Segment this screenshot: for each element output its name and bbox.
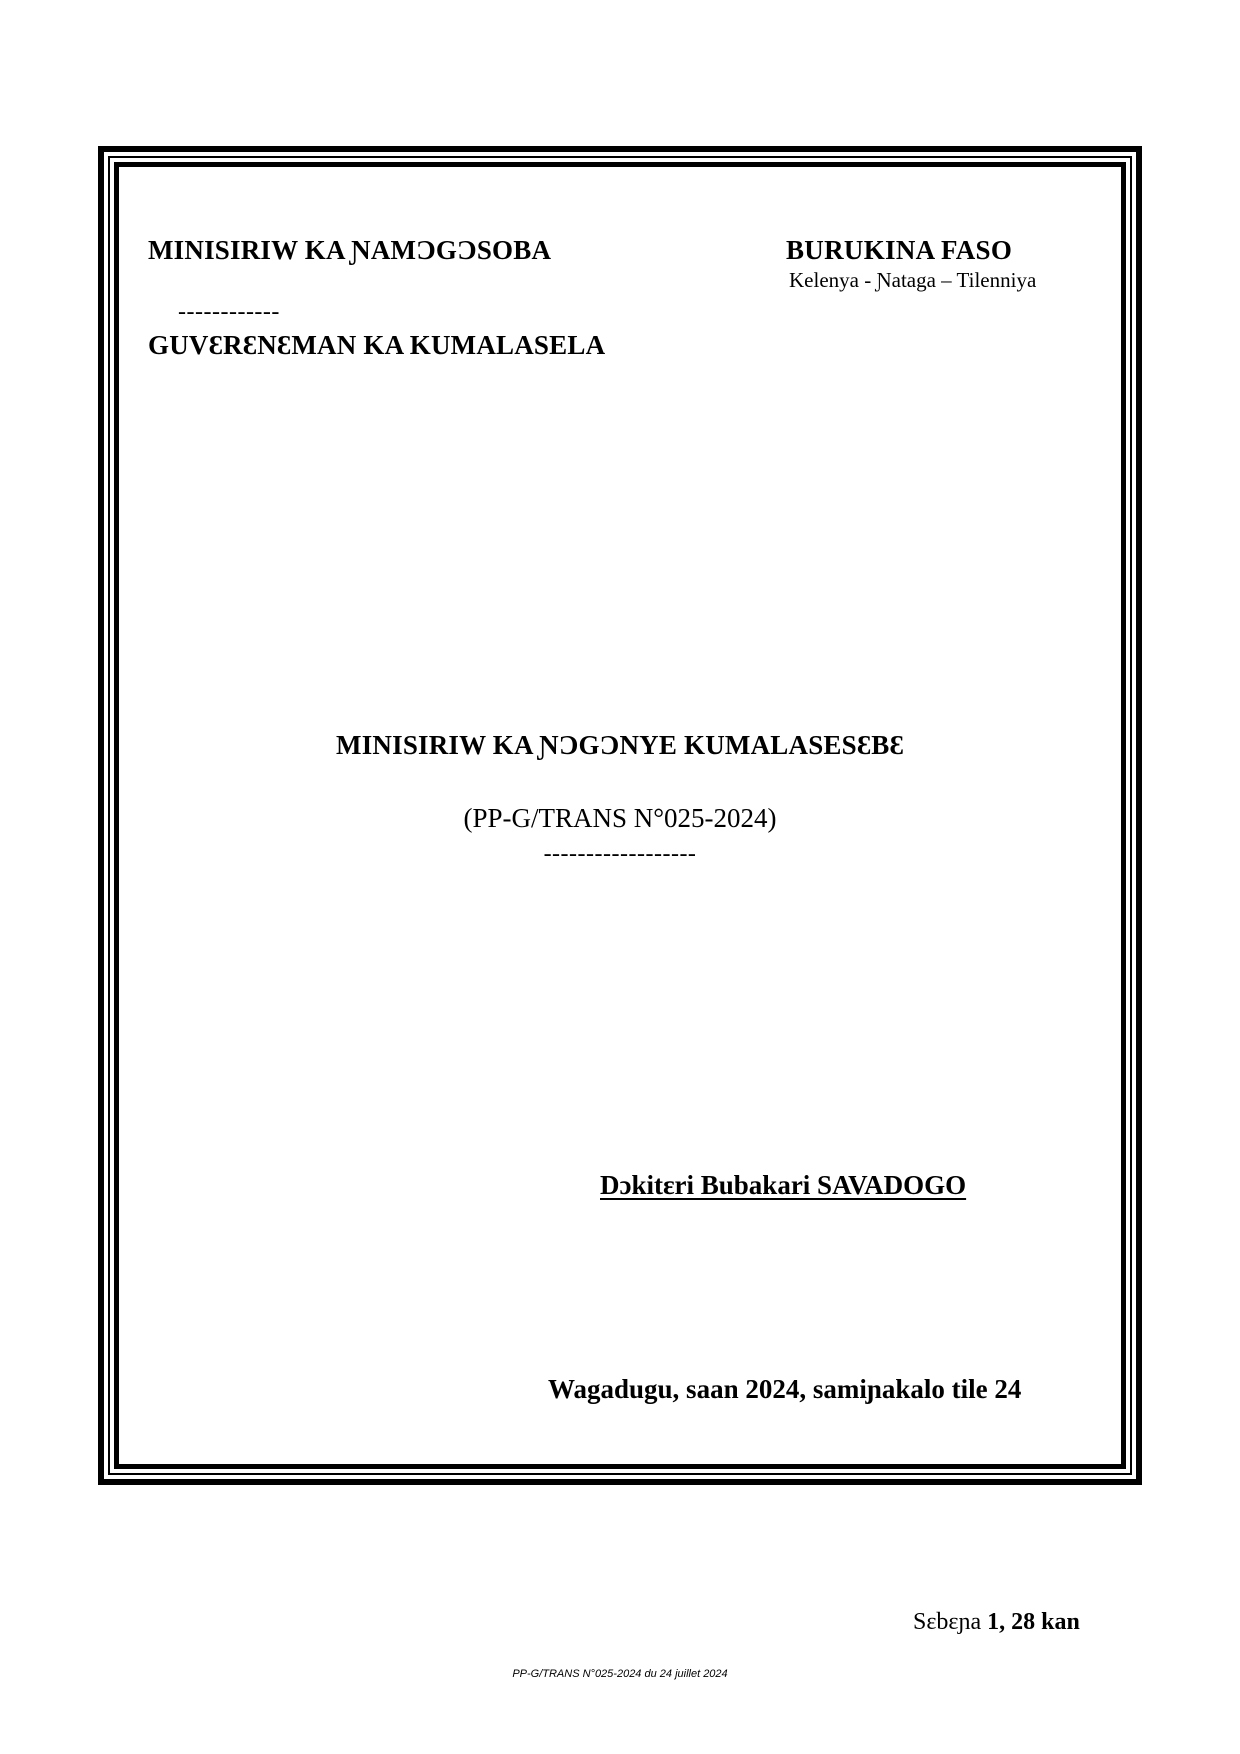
ministry-name: MINISIRIW KA ƝAMƆGƆSOBA (148, 235, 552, 265)
document-title: MINISIRIW KA ƝƆGƆNYE KUMALASESƐBƐ (336, 730, 904, 760)
signatory-name: Dɔkitɛri Bubakari SAVADOGO (600, 1170, 967, 1200)
footer-reference: PP-G/TRANS N°025-2024 du 24 juillet 2024 (512, 1668, 728, 1680)
page-number (913, 1610, 1080, 1634)
page-label: Sɛbɛɲa (913, 1609, 982, 1635)
page-total: 28 kan (1011, 1609, 1080, 1635)
country-name: BURUKINA FASO (786, 235, 1013, 265)
header-separator: ------------ (178, 299, 280, 325)
place-and-date: Wagadugu, saan 2024, samiɲakalo tile 24 (548, 1374, 1022, 1404)
government-name: GUVƐRƐNƐMAN KA KUMALASELA (148, 330, 606, 360)
country-motto: Kelenya - Ɲataga – Tilenniya (789, 268, 1037, 292)
page-current: 1, (987, 1609, 1006, 1635)
title-separator: ------------------ (543, 841, 697, 867)
document-reference: (PP-G/TRANS N°025-2024) (463, 803, 777, 833)
